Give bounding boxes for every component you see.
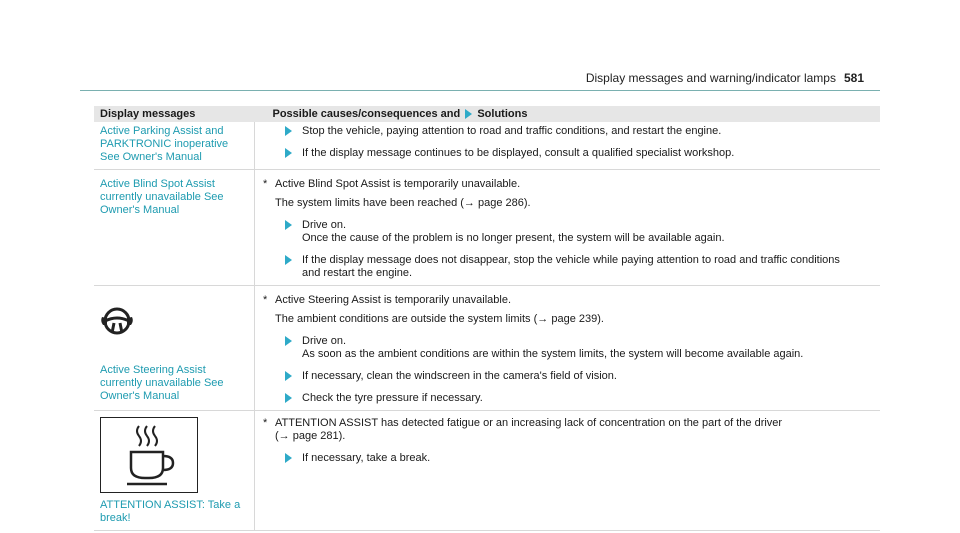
step-text (302, 219, 725, 245)
cause-detail: The system limits have been reached (→ page 286). (275, 197, 531, 209)
step-text: If necessary, clean the windscreen in the camera's field of vision. (302, 370, 617, 382)
col-header-suffix: Solutions (477, 108, 528, 120)
solution-step (261, 125, 874, 138)
message-cell (94, 286, 255, 411)
message-text: ATTENTION ASSIST: Take a break! (100, 499, 241, 524)
arrow-icon (285, 336, 292, 346)
table-row (94, 122, 880, 170)
step-text (302, 335, 803, 361)
solution-cell (255, 411, 881, 531)
cause-bullet (261, 417, 874, 443)
coffee-cup-icon (100, 417, 198, 493)
step-line: Once the cause of the problem is no longer present, the system will be available again. (302, 232, 725, 244)
step-text (302, 254, 840, 280)
solution-cell (255, 286, 881, 411)
solution-cell (255, 122, 881, 170)
solution-step (261, 335, 874, 361)
arrow-icon (285, 393, 292, 403)
asterisk-bullet: * (263, 294, 268, 306)
cause-bullet (261, 178, 874, 191)
step-line: Drive on. (302, 335, 347, 347)
step-line: Drive on. (302, 219, 347, 231)
header-title: Display messages and warning/indicator lamps (585, 71, 836, 85)
cause-text: Active Steering Assist is temporarily unavailable. (275, 294, 511, 306)
col-header-display-messages: Display messages (94, 106, 255, 122)
cause-line: ATTENTION ASSIST has detected fatigue or an increasing lack of concentration on the part of the driver (275, 417, 783, 429)
table-row (94, 411, 880, 531)
arrow-icon (465, 109, 472, 119)
step-line: As soon as the ambient conditions are within the system limits, the system will become available again. (302, 348, 804, 360)
cause-detail: The ambient conditions are outside the system limits (→ page 239). (275, 313, 604, 325)
page-number: 581 (843, 71, 864, 85)
steering-wheel-hands-icon (100, 306, 248, 340)
solution-step (261, 370, 874, 383)
col-header-prefix: Possible causes/consequences and (272, 108, 461, 120)
message-text: Active Steering Assist currently unavailable See Owner's Manual (100, 364, 224, 402)
solution-step (261, 219, 874, 245)
arrow-icon (285, 148, 292, 158)
cause-line: (→ page 281). (275, 430, 346, 442)
cause-bullet (261, 294, 874, 307)
step-text: Stop the vehicle, paying attention to road and traffic conditions, and restart the engine. (302, 125, 722, 137)
cause-text (275, 417, 782, 443)
step-line: and restart the engine. (302, 267, 413, 279)
message-text: Active Parking Assist and PARKTRONIC inoperative See Owner's Manual (94, 122, 255, 170)
arrow-icon (285, 220, 292, 230)
solution-step (261, 254, 874, 280)
asterisk-bullet: * (263, 178, 268, 190)
message-cell (94, 411, 255, 531)
asterisk-bullet: * (263, 417, 268, 429)
cause-text: Active Blind Spot Assist is temporarily unavailable. (275, 178, 521, 190)
solution-step (261, 452, 874, 465)
table-row (94, 170, 880, 286)
step-line: If the display message does not disappear, stop the vehicle while paying attention to road and traffic conditions (302, 254, 840, 266)
step-text: If the display message continues to be displayed, consult a qualified specialist workshop. (302, 147, 735, 159)
message-label: Active Blind Spot Assist currently unavailable See Owner's Manual (100, 178, 224, 216)
solution-step (261, 392, 874, 405)
message-text (94, 170, 255, 286)
solution-cell (255, 170, 881, 286)
col-header-solutions (255, 106, 881, 122)
arrow-icon (285, 126, 292, 136)
arrow-icon (285, 255, 292, 265)
step-text: Check the tyre pressure if necessary. (302, 392, 483, 404)
solution-step (261, 147, 874, 160)
header-rule (80, 90, 880, 91)
arrow-icon (285, 453, 292, 463)
step-text: If necessary, take a break. (302, 452, 431, 464)
display-messages-table (94, 106, 880, 531)
page-header (586, 71, 864, 85)
table-row (94, 286, 880, 411)
table-header-row (94, 106, 880, 122)
arrow-icon (285, 371, 292, 381)
